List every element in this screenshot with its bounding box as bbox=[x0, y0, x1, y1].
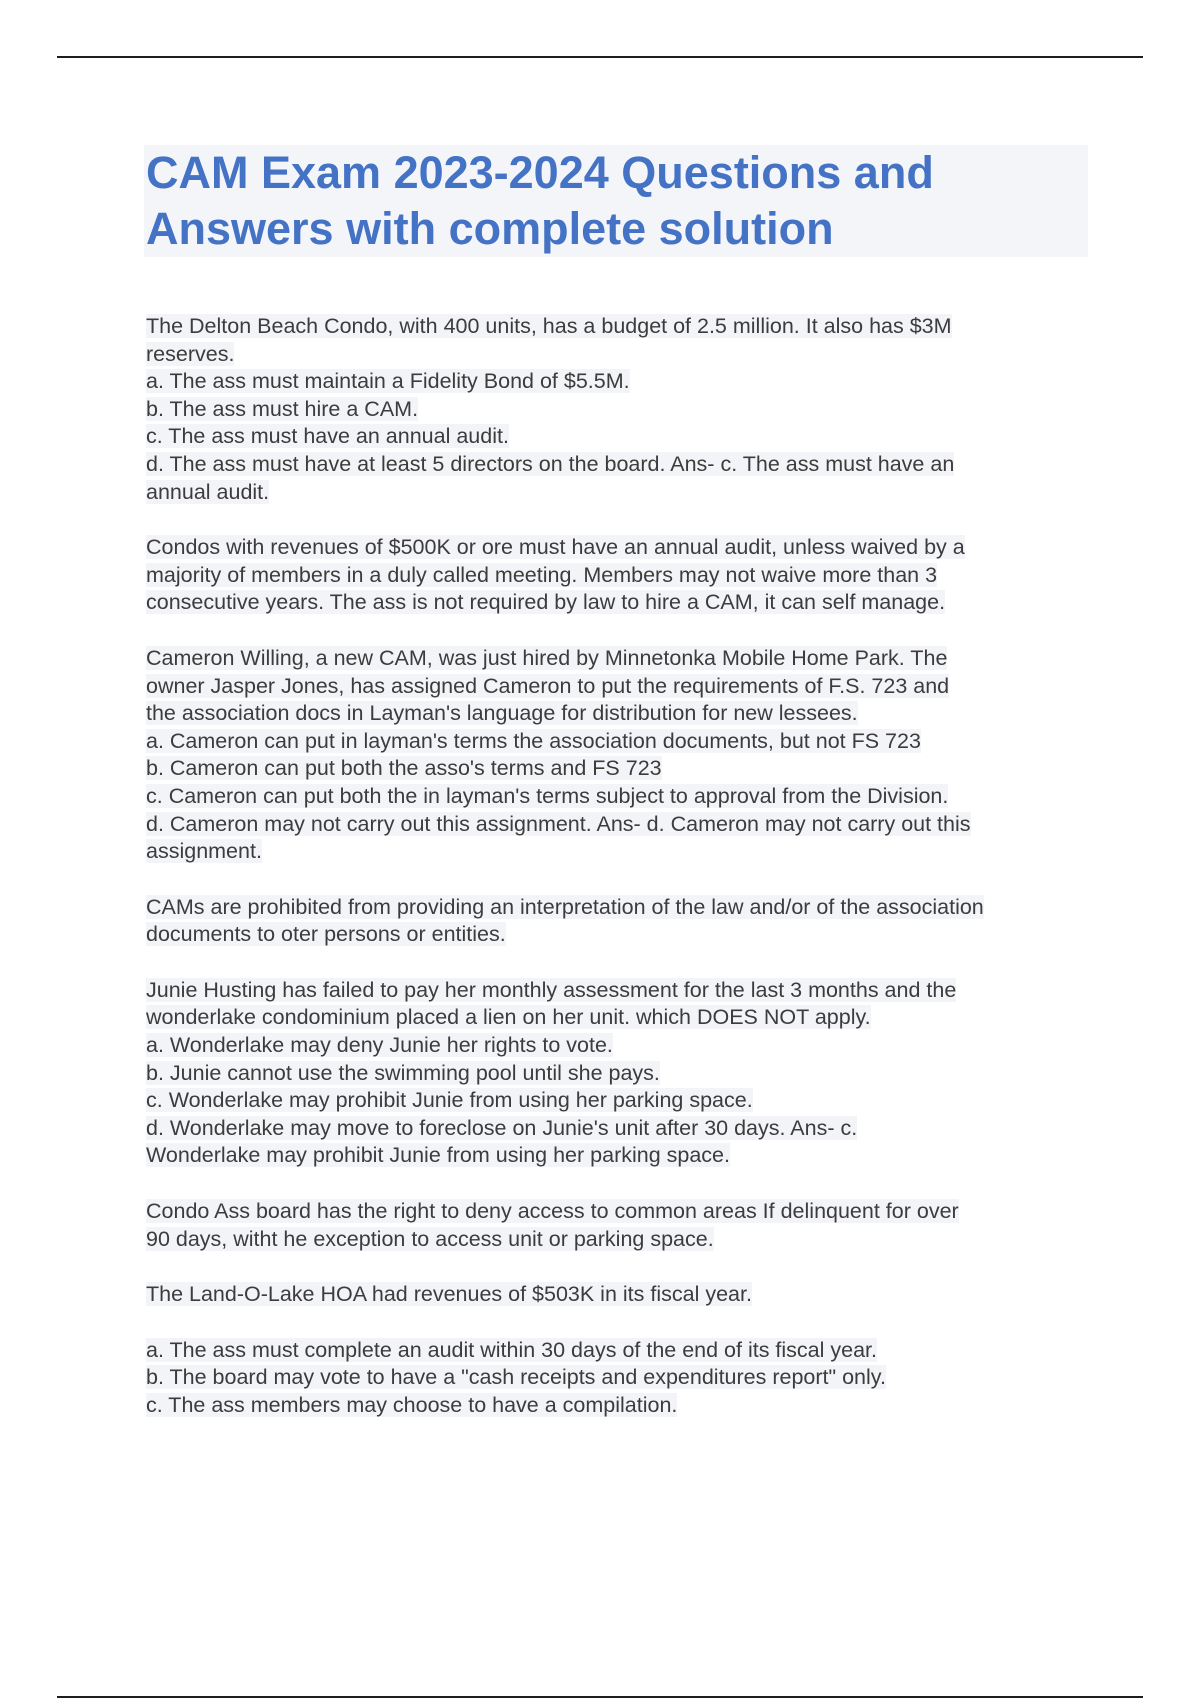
text-line bbox=[146, 700, 1096, 728]
text-line-content: documents to oter persons or entities. bbox=[146, 922, 506, 947]
text-line bbox=[146, 1087, 1096, 1115]
text-line bbox=[146, 1364, 1096, 1392]
text-line bbox=[146, 368, 1096, 396]
text-line bbox=[146, 313, 1096, 341]
text-line bbox=[146, 894, 1096, 922]
text-line-content: majority of members in a duly called meeting. Members may not waive more than 3 bbox=[146, 562, 938, 587]
text-line-content: b. Cameron can put both the asso's terms and FS 723 bbox=[146, 756, 662, 781]
text-line bbox=[146, 728, 1096, 756]
text-line bbox=[146, 1198, 1096, 1226]
footer-rule bbox=[57, 1696, 1143, 1698]
text-line-content: Cameron Willing, a new CAM, was just hired by Minnetonka Mobile Home Park. The bbox=[146, 645, 948, 670]
text-line bbox=[146, 341, 1096, 369]
paragraph bbox=[146, 1281, 1096, 1309]
paragraph bbox=[146, 313, 1096, 506]
text-line-content: 90 days, witht he exception to access unit or parking space. bbox=[146, 1226, 714, 1251]
paragraph-gap bbox=[146, 506, 1096, 534]
paragraph-gap bbox=[146, 866, 1096, 894]
document-title bbox=[144, 145, 1088, 257]
text-line-content: assignment. bbox=[146, 839, 262, 864]
text-line bbox=[146, 1142, 1096, 1170]
document-body bbox=[146, 313, 1096, 1420]
text-line bbox=[146, 1115, 1096, 1143]
text-line-content: d. The ass must have at least 5 directors on the board. Ans- c. The ass must have an bbox=[146, 451, 955, 476]
paragraph bbox=[146, 1337, 1096, 1420]
text-line-content: a. The ass must maintain a Fidelity Bond of $5.5M. bbox=[146, 369, 630, 394]
text-line-content: d. Wonderlake may move to foreclose on Junie's unit after 30 days. Ans- c. bbox=[146, 1115, 858, 1140]
text-line-content: a. The ass must complete an audit within 30 days of the end of its fiscal year. bbox=[146, 1337, 877, 1362]
text-line bbox=[146, 755, 1096, 783]
text-line-content: reserves. bbox=[146, 341, 235, 366]
text-line bbox=[146, 451, 1096, 479]
text-line-content: b. Junie cannot use the swimming pool until she pays. bbox=[146, 1060, 660, 1085]
text-line-content: a. Wonderlake may deny Junie her rights to vote. bbox=[146, 1033, 613, 1058]
text-line bbox=[146, 396, 1096, 424]
text-line-content: c. The ass must have an annual audit. bbox=[146, 424, 509, 449]
paragraph-gap bbox=[146, 1309, 1096, 1337]
text-line-content: d. Cameron may not carry out this assignment. Ans- d. Cameron may not carry out this bbox=[146, 811, 971, 836]
text-line bbox=[146, 1281, 1096, 1309]
text-line-content: b. The ass must hire a CAM. bbox=[146, 396, 419, 421]
text-line-content: The Delton Beach Condo, with 400 units, has a budget of 2.5 million. It also has $3M bbox=[146, 314, 952, 338]
paragraph bbox=[146, 894, 1096, 949]
text-line bbox=[146, 645, 1096, 673]
text-line-content: c. Cameron can put both the in layman's terms subject to approval from the Division. bbox=[146, 783, 949, 808]
text-line-content: Junie Husting has failed to pay her monthly assessment for the last 3 months and the bbox=[146, 977, 957, 1002]
header-rule bbox=[57, 56, 1143, 58]
text-line bbox=[146, 838, 1096, 866]
text-line bbox=[146, 811, 1096, 839]
text-line bbox=[146, 977, 1096, 1005]
text-line bbox=[146, 534, 1096, 562]
text-line-content: The Land-O-Lake HOA had revenues of $503K in its fiscal year. bbox=[146, 1282, 752, 1307]
paragraph-gap bbox=[146, 1253, 1096, 1281]
text-line bbox=[146, 562, 1096, 590]
text-line bbox=[146, 783, 1096, 811]
text-line-content: the association docs in Layman's language for distribution for new lessees. bbox=[146, 701, 858, 726]
title-line: Answers with complete solution bbox=[146, 203, 834, 254]
text-line bbox=[146, 423, 1096, 451]
text-line-content: CAMs are prohibited from providing an interpretation of the law and/or of the association bbox=[146, 894, 984, 919]
text-line bbox=[146, 1060, 1096, 1088]
title-line: CAM Exam 2023-2024 Questions and bbox=[146, 147, 934, 198]
paragraph bbox=[146, 645, 1096, 866]
text-line bbox=[146, 921, 1096, 949]
text-line-content: c. Wonderlake may prohibit Junie from using her parking space. bbox=[146, 1088, 753, 1113]
paragraph-gap bbox=[146, 617, 1096, 645]
text-line-content: consecutive years. The ass is not required by law to hire a CAM, it can self manage. bbox=[146, 590, 946, 615]
text-line-content: a. Cameron can put in layman's terms the association documents, but not FS 723 bbox=[146, 728, 921, 753]
text-line bbox=[146, 673, 1096, 701]
text-line-content: Condos with revenues of $500K or ore must have an annual audit, unless waived by a bbox=[146, 535, 965, 560]
paragraph-gap bbox=[146, 1170, 1096, 1198]
text-line-content: b. The board may vote to have a "cash receipts and expenditures report" only. bbox=[146, 1365, 886, 1390]
title-block bbox=[144, 145, 1088, 257]
paragraph bbox=[146, 534, 1096, 617]
text-line-content: wonderlake condominium placed a lien on her unit. which DOES NOT apply. bbox=[146, 1005, 871, 1030]
paragraph-gap bbox=[146, 949, 1096, 977]
text-line bbox=[146, 589, 1096, 617]
paragraph bbox=[146, 977, 1096, 1170]
text-line-content: Wonderlake may prohibit Junie from using her parking space. bbox=[146, 1143, 730, 1168]
text-line bbox=[146, 1032, 1096, 1060]
paragraph bbox=[146, 1198, 1096, 1253]
text-line bbox=[146, 1004, 1096, 1032]
text-line bbox=[146, 1337, 1096, 1365]
text-line bbox=[146, 1392, 1096, 1420]
text-line-content: owner Jasper Jones, has assigned Cameron to put the requirements of F.S. 723 and bbox=[146, 673, 950, 698]
text-line bbox=[146, 1226, 1096, 1254]
text-line-content: c. The ass members may choose to have a compilation. bbox=[146, 1393, 678, 1417]
text-line-content: Condo Ass board has the right to deny access to common areas If delinquent for over bbox=[146, 1199, 959, 1224]
text-line-content: annual audit. bbox=[146, 479, 270, 504]
text-line bbox=[146, 479, 1096, 507]
